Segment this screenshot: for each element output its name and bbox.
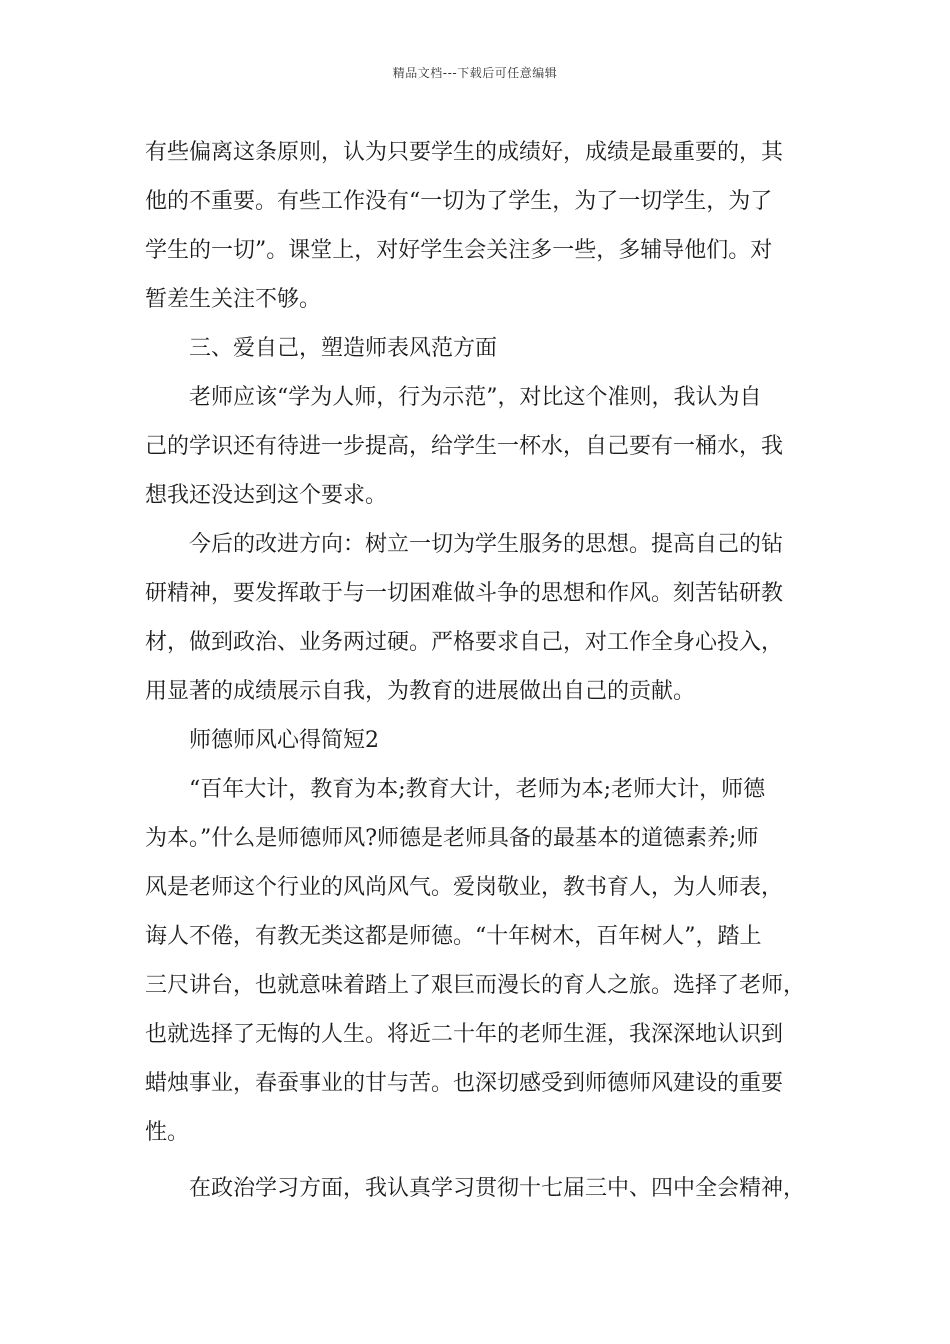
text-line: 为本。”什么是师德师风?师德是老师具备的最基本的道德素养;师	[145, 826, 759, 851]
paragraph-gap	[145, 1157, 825, 1164]
text-line: 学生的一切”。课堂上，对好学生会关注多一些，多辅导他们。对	[145, 238, 773, 263]
text-line: 三尺讲台，也就意味着踏上了艰巨而漫长的育人之旅。选择了老师，	[145, 973, 806, 998]
text-line: 己的学识还有待进一步提高，给学生一杯水，自己要有一桶水，我	[145, 434, 784, 459]
text-line: 蜡烛事业，春蚕事业的甘与苦。也深切感受到师德师风建设的重要	[145, 1071, 784, 1096]
text-line: 也就选择了无悔的人生。将近二十年的老师生涯，我深深地认识到	[145, 1022, 784, 1047]
paragraph-start: 在政治学习方面，我认真学习贯彻十七届三中、四中全会精神，	[189, 1176, 806, 1201]
paragraph-start: “百年大计，教育为本;教育大计，老师为本;老师大计，师德	[189, 777, 766, 802]
text-line: 研精神，要发挥敢于与一切困难做斗争的思想和作风。刻苦钻研教	[145, 581, 784, 606]
text-line: 材，做到政治、业务两过硬。严格要求自己，对工作全身心投入，	[145, 630, 784, 655]
text-line: 性。	[145, 1120, 190, 1145]
text-line: 用显著的成绩展示自我，为教育的进展做出自己的贡献。	[145, 679, 696, 704]
section-heading: 三、爱自己，塑造师表风范方面	[189, 336, 498, 361]
text-line: 他的不重要。有些工作没有“一切为了学生，为了一切学生，为了	[145, 189, 773, 214]
paragraph-start: 老师应该“学为人师，行为示范”，对比这个准则，我认为自	[189, 385, 762, 410]
text-line: 暂差生关注不够。	[145, 287, 322, 312]
text-line: 想我还没达到这个要求。	[145, 483, 388, 508]
page-header-note: 精品文档---下载后可任意编辑	[392, 66, 558, 80]
text-line: 诲人不倦，有教无类这都是师德。“十年树木，百年树人”，踏上	[145, 924, 762, 949]
text-line: 有些偏离这条原则，认为只要学生的成绩好，成绩是最重要的，其	[145, 140, 784, 165]
document-body	[145, 128, 825, 1213]
text-line: 风是老师这个行业的风尚风气。爱岗敬业，教书育人，为人师表，	[145, 875, 784, 900]
paragraph-start: 今后的改进方向：树立一切为学生服务的思想。提高自己的钻	[189, 532, 784, 557]
article-title: 师德师风心得简短2	[189, 728, 379, 753]
